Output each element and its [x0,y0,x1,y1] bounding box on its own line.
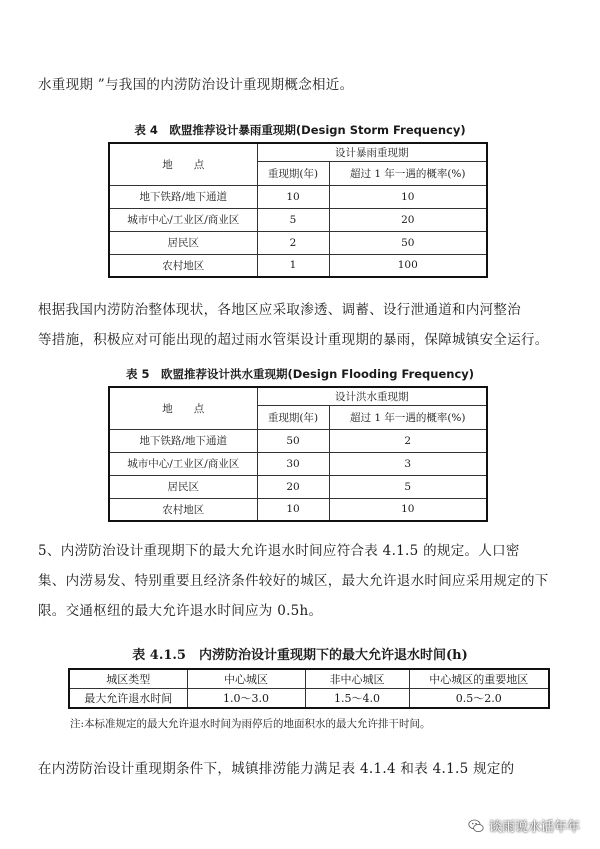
table415-caption: 表 4.1.5 内涝防治设计重现期下的最大允许退水时间(h) [132,648,468,663]
table4-cell-period: 1 [257,254,329,277]
intro-text: 水重现期 ”与我国的内涝防治设计重现期概念相近。 [38,77,354,93]
table4-cell-loc: 地下铁路/地下通道 [109,185,257,208]
table4-cell-loc: 农村地区 [109,254,257,277]
table415-cell: 最大允许退水时间 [69,689,187,709]
table4 [108,142,488,278]
table-row [109,208,487,231]
table415-note: 注:本标准规定的最大允许退水时间为雨停后的地面积水的最大允许排干时间。 [70,718,431,730]
table5-cell-period: 30 [257,452,329,475]
table4-cell-prob: 10 [329,185,487,208]
table5-cell-loc: 居民区 [109,475,257,498]
paragraph-measures [38,295,568,355]
table4-cell-prob: 50 [329,231,487,254]
table4-header-location: 地 点 [109,143,257,185]
table-row [109,475,487,498]
table-row [109,231,487,254]
table5 [108,386,488,522]
table5-cell-loc: 地下铁路/地下通道 [109,429,257,452]
paragraph-drainage-time [38,536,568,626]
table5-cell-prob: 5 [329,475,487,498]
table415-header-cell: 非中心城区 [305,669,409,689]
paragraph-line: 集、内涝易发、特别重要且经济条件较好的城区，最大允许退水时间应采用规定的下 [38,573,549,589]
table4-cell-period: 5 [257,208,329,231]
table-row [109,254,487,277]
table5-header-period: 重现期(年) [257,405,329,429]
table5-cell-loc: 农村地区 [109,498,257,521]
table-row [69,669,549,689]
table-row [109,429,487,452]
table4-caption: 表 4 欧盟推荐设计暴雨重现期(Design Storm Frequency) [134,123,466,137]
table415-cell: 0.5～2.0 [409,689,549,709]
watermark [468,816,580,835]
paragraph-line: 限。交通枢纽的最大允许退水时间应为 0.5h。 [38,603,323,619]
table415-header-cell: 中心城区的重要地区 [409,669,549,689]
table5-header-location: 地 点 [109,387,257,429]
table4-cell-loc: 城市中心/工业区/商业区 [109,208,257,231]
table4-header-group: 设计暴雨重现期 [257,143,487,161]
paragraph-line: 等措施，积极应对可能出现的超过雨水管渠设计重现期的暴雨，保障城镇安全运行。 [38,332,549,348]
table415 [68,668,550,709]
table5-header-prob: 超过 1 年一遇的概率(%) [329,405,487,429]
table4-cell-loc: 居民区 [109,231,257,254]
table5-caption: 表 5 欧盟推荐设计洪水重现期(Design Flooding Frequency) [125,367,475,381]
final-line: 在内涝防治设计重现期条件下，城镇排涝能力满足表 4.1.4 和表 4.1.5 规定的 [38,761,515,777]
wechat-icon [468,818,484,834]
table5-cell-period: 10 [257,498,329,521]
table4-header-prob: 超过 1 年一遇的概率(%) [329,161,487,185]
paragraph-line: 根据我国内涝防治整体现状，各地区应采取渗透、调蓄、设行泄通道和内河整治 [38,302,521,318]
table4-cell-prob: 100 [329,254,487,277]
table415-header-cell: 中心城区 [187,669,305,689]
table5-cell-period: 50 [257,429,329,452]
table415-cell: 1.5～4.0 [305,689,409,709]
table5-cell-prob: 2 [329,429,487,452]
watermark-text: 谈雨说水话年年 [488,820,580,835]
table5-cell-loc: 城市中心/工业区/商业区 [109,452,257,475]
table5-cell-prob: 3 [329,452,487,475]
table-row [109,498,487,521]
table4-header-period: 重现期(年) [257,161,329,185]
paragraph-line: 5、内涝防治设计重现期下的最大允许退水时间应符合表 4.1.5 的规定。人口密 [38,543,520,559]
table5-header-group: 设计洪水重现期 [257,387,487,405]
table4-cell-prob: 20 [329,208,487,231]
table-row [109,452,487,475]
table415-cell: 1.0～3.0 [187,689,305,709]
table4-cell-period: 2 [257,231,329,254]
table-row [109,185,487,208]
table-row [69,689,549,709]
table5-cell-prob: 10 [329,498,487,521]
table415-header-cell: 城区类型 [69,669,187,689]
table5-cell-period: 20 [257,475,329,498]
table4-cell-period: 10 [257,185,329,208]
